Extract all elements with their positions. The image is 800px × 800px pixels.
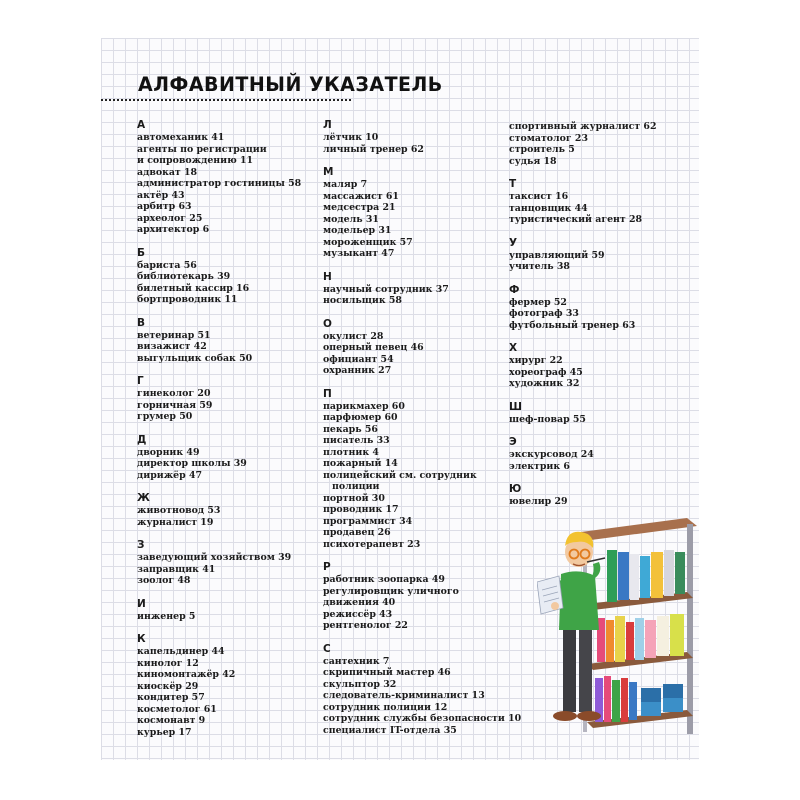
index-letter-group: [137, 119, 317, 236]
index-letter-heading: У: [509, 236, 518, 249]
index-entry: портной 30: [323, 492, 385, 504]
index-entry: бариста 56: [137, 259, 197, 271]
index-entry: продавец 26: [323, 527, 391, 538]
index-entry: массажист 61: [323, 190, 399, 202]
index-entry: капельдинер 44: [137, 646, 225, 657]
index-entry: управляющий 59: [509, 249, 605, 261]
index-entry: спортивный журналист 62: [509, 121, 657, 132]
librarian-bookshelf-illustration: [537, 512, 697, 742]
index-entry: работник зоопарка 49: [323, 574, 445, 585]
index-letter-heading: Б: [137, 246, 146, 259]
index-entry: библиотекарь 39: [137, 271, 231, 282]
index-letter-group: [137, 539, 317, 587]
index-entry: официант 54: [323, 353, 394, 365]
index-entry: шеф-повар 55: [509, 413, 586, 425]
index-entry: кинолог 12: [137, 657, 199, 669]
index-page: [101, 38, 699, 760]
index-letter-group: [323, 271, 503, 307]
index-entry: хирург 22: [509, 355, 563, 366]
index-entry: грумер 50: [137, 411, 193, 422]
index-entry: бортпроводник 11: [137, 294, 238, 305]
index-entry: судья 18: [509, 155, 557, 167]
index-entry: лётчик 10: [323, 132, 379, 143]
page-title: АЛФАВИТНЫЙ УКАЗАТЕЛЬ: [138, 73, 443, 97]
index-entry: визажист 42: [137, 341, 207, 352]
index-entry: горничная 59: [137, 399, 213, 411]
index-letter-heading: И: [137, 597, 146, 610]
index-entry: полиции: [332, 481, 380, 492]
index-letter-heading: Ш: [509, 400, 522, 413]
index-letter-group: [137, 247, 317, 306]
index-entry: скульптор 32: [323, 678, 397, 690]
index-entry: электрик 6: [509, 460, 570, 472]
index-letter-heading: З: [137, 539, 145, 551]
index-entry: животновод 53: [137, 505, 221, 516]
index-entry: арбитр 63: [137, 201, 192, 212]
index-letter-group: [509, 342, 694, 390]
index-letter-heading: Э: [509, 436, 517, 448]
index-letter-group: [323, 642, 522, 737]
index-entry: программист 34: [323, 515, 413, 527]
index-entry: охранник 27: [323, 365, 392, 376]
index-entry: скрипичный мастер 46: [323, 667, 451, 678]
index-entry: строитель 5: [509, 144, 575, 155]
index-entry: психотерапевт 23: [323, 538, 421, 550]
index-entry: дирижёр 47: [137, 469, 203, 481]
index-entry: архитектор 6: [137, 224, 210, 235]
index-entry: актёр 43: [137, 189, 185, 201]
index-letter-group: [509, 178, 694, 226]
index-letter-group: [137, 317, 317, 365]
index-entry: художник 32: [509, 378, 580, 389]
index-entry: сантехник 7: [323, 655, 390, 667]
index-letter-heading: Л: [323, 119, 332, 131]
index-entry: журналист 19: [137, 516, 214, 528]
index-entry: полицейский см. сотрудник: [323, 469, 477, 481]
index-entry: парикмахер 60: [323, 400, 405, 412]
index-entry: адвокат 18: [137, 166, 198, 178]
index-letter-heading: К: [137, 633, 146, 645]
index-letter-group: [509, 483, 694, 508]
index-entry: археолог 25: [137, 212, 203, 224]
index-entry: агенты по регистрации: [137, 143, 267, 155]
index-entry: окулист 28: [323, 330, 384, 342]
index-letter-group: [323, 318, 503, 377]
index-letter-heading: В: [137, 316, 146, 329]
index-entry: писатель 33: [323, 435, 390, 446]
index-letter-heading: Х: [509, 342, 518, 354]
index-entry: плотник 4: [323, 446, 379, 458]
index-letter-heading: Д: [137, 433, 147, 446]
index-letter-group: [323, 166, 503, 260]
index-entry: косметолог 61: [137, 703, 217, 715]
index-entry: билетный кассир 16: [137, 282, 250, 294]
index-entry: оперный певец 46: [323, 342, 424, 353]
index-entry: автомеханик 41: [137, 132, 225, 143]
index-column-2: [323, 119, 522, 747]
index-entry: туристический агент 28: [509, 214, 643, 225]
index-letter-group: [137, 492, 317, 528]
index-entry: инженер 5: [137, 610, 196, 622]
index-entry: фермер 52: [509, 296, 567, 308]
index-entry: администратор гостиницы 58: [137, 178, 302, 189]
index-letter-group: [509, 436, 694, 472]
index-entry: экскурсовод 24: [509, 449, 594, 460]
index-letter-group: [137, 434, 317, 482]
index-entry: медсестра 21: [323, 202, 396, 213]
index-letter-heading: М: [323, 166, 334, 178]
index-entry: специалист IT-отдела 35: [323, 724, 457, 736]
index-entry: ветеринар 51: [137, 329, 211, 341]
index-entry: кондитер 57: [137, 692, 205, 703]
index-entry: таксист 16: [509, 191, 569, 202]
index-entry: парфюмер 60: [323, 412, 398, 423]
index-entry: сотрудник службы безопасности 10: [323, 713, 522, 724]
index-letter-heading: Т: [509, 178, 517, 190]
index-entry: регулировщик уличного: [323, 585, 459, 597]
index-letter-heading: Г: [137, 375, 144, 387]
index-letter-heading: П: [323, 387, 332, 400]
index-entry: дворник 49: [137, 446, 200, 458]
index-letter-heading: Ж: [137, 492, 150, 504]
index-entry: заправщик 41: [137, 563, 216, 575]
index-letter-group: [509, 121, 694, 167]
index-entry: футбольный тренер 63: [509, 319, 636, 331]
index-entry: зоолог 48: [137, 575, 191, 586]
index-entry: киоскёр 29: [137, 680, 199, 692]
index-entry: стоматолог 23: [509, 132, 588, 144]
index-entry: ювелир 29: [509, 496, 568, 507]
index-letter-heading: Р: [323, 561, 331, 573]
index-entry: модельер 31: [323, 225, 392, 236]
index-letter-heading: А: [137, 119, 146, 131]
index-entry: курьер 17: [137, 726, 192, 738]
index-letter-group: [323, 119, 503, 155]
index-entry: научный сотрудник 37: [323, 283, 449, 295]
index-entry: сотрудник полиции 12: [323, 701, 448, 713]
index-letter-heading: Н: [323, 270, 332, 283]
index-entry: заведующий хозяйством 39: [137, 552, 292, 563]
index-entry: танцовщик 44: [509, 202, 588, 214]
index-letter-group: [323, 388, 503, 551]
index-letter-group: [509, 284, 694, 332]
index-letter-group: [137, 633, 317, 738]
index-entry: учитель 38: [509, 261, 570, 272]
index-entry: пожарный 14: [323, 458, 398, 469]
index-entry: гинеколог 20: [137, 388, 211, 399]
index-letter-heading: О: [323, 317, 332, 330]
index-entry: движения 40: [323, 597, 396, 608]
index-entry: режиссёр 43: [323, 608, 393, 620]
index-letter-heading: Ю: [509, 483, 522, 495]
index-entry: проводник 17: [323, 504, 399, 515]
index-entry: хореограф 45: [509, 366, 583, 378]
index-letter-group: [509, 401, 694, 426]
index-entry: маляр 7: [323, 179, 368, 190]
index-entry: выгульщик собак 50: [137, 352, 253, 364]
index-column-1: [137, 119, 317, 749]
index-entry: и сопровождению 11: [137, 155, 254, 166]
index-entry: личный тренер 62: [323, 143, 424, 155]
title-underline: [101, 99, 351, 101]
index-entry: мороженщик 57: [323, 236, 413, 248]
index-letter-group: [323, 561, 503, 632]
index-column-3: [509, 121, 694, 519]
index-letter-heading: С: [323, 642, 331, 655]
index-entry: директор школы 39: [137, 458, 247, 469]
index-entry: следователь-криминалист 13: [323, 690, 485, 701]
index-letter-group: [137, 375, 317, 423]
index-entry: носильщик 58: [323, 295, 402, 306]
index-entry: фотограф 33: [509, 308, 579, 319]
index-letter-group: [137, 598, 317, 623]
index-entry: киномонтажёр 42: [137, 669, 236, 680]
index-entry: космонавт 9: [137, 715, 206, 726]
index-entry: музыкант 47: [323, 248, 395, 259]
index-entry: рентгенолог 22: [323, 620, 408, 631]
index-entry: пекарь 56: [323, 423, 378, 435]
index-letter-heading: Ф: [509, 283, 520, 296]
index-entry: модель 31: [323, 213, 379, 225]
index-letter-group: [509, 237, 694, 273]
